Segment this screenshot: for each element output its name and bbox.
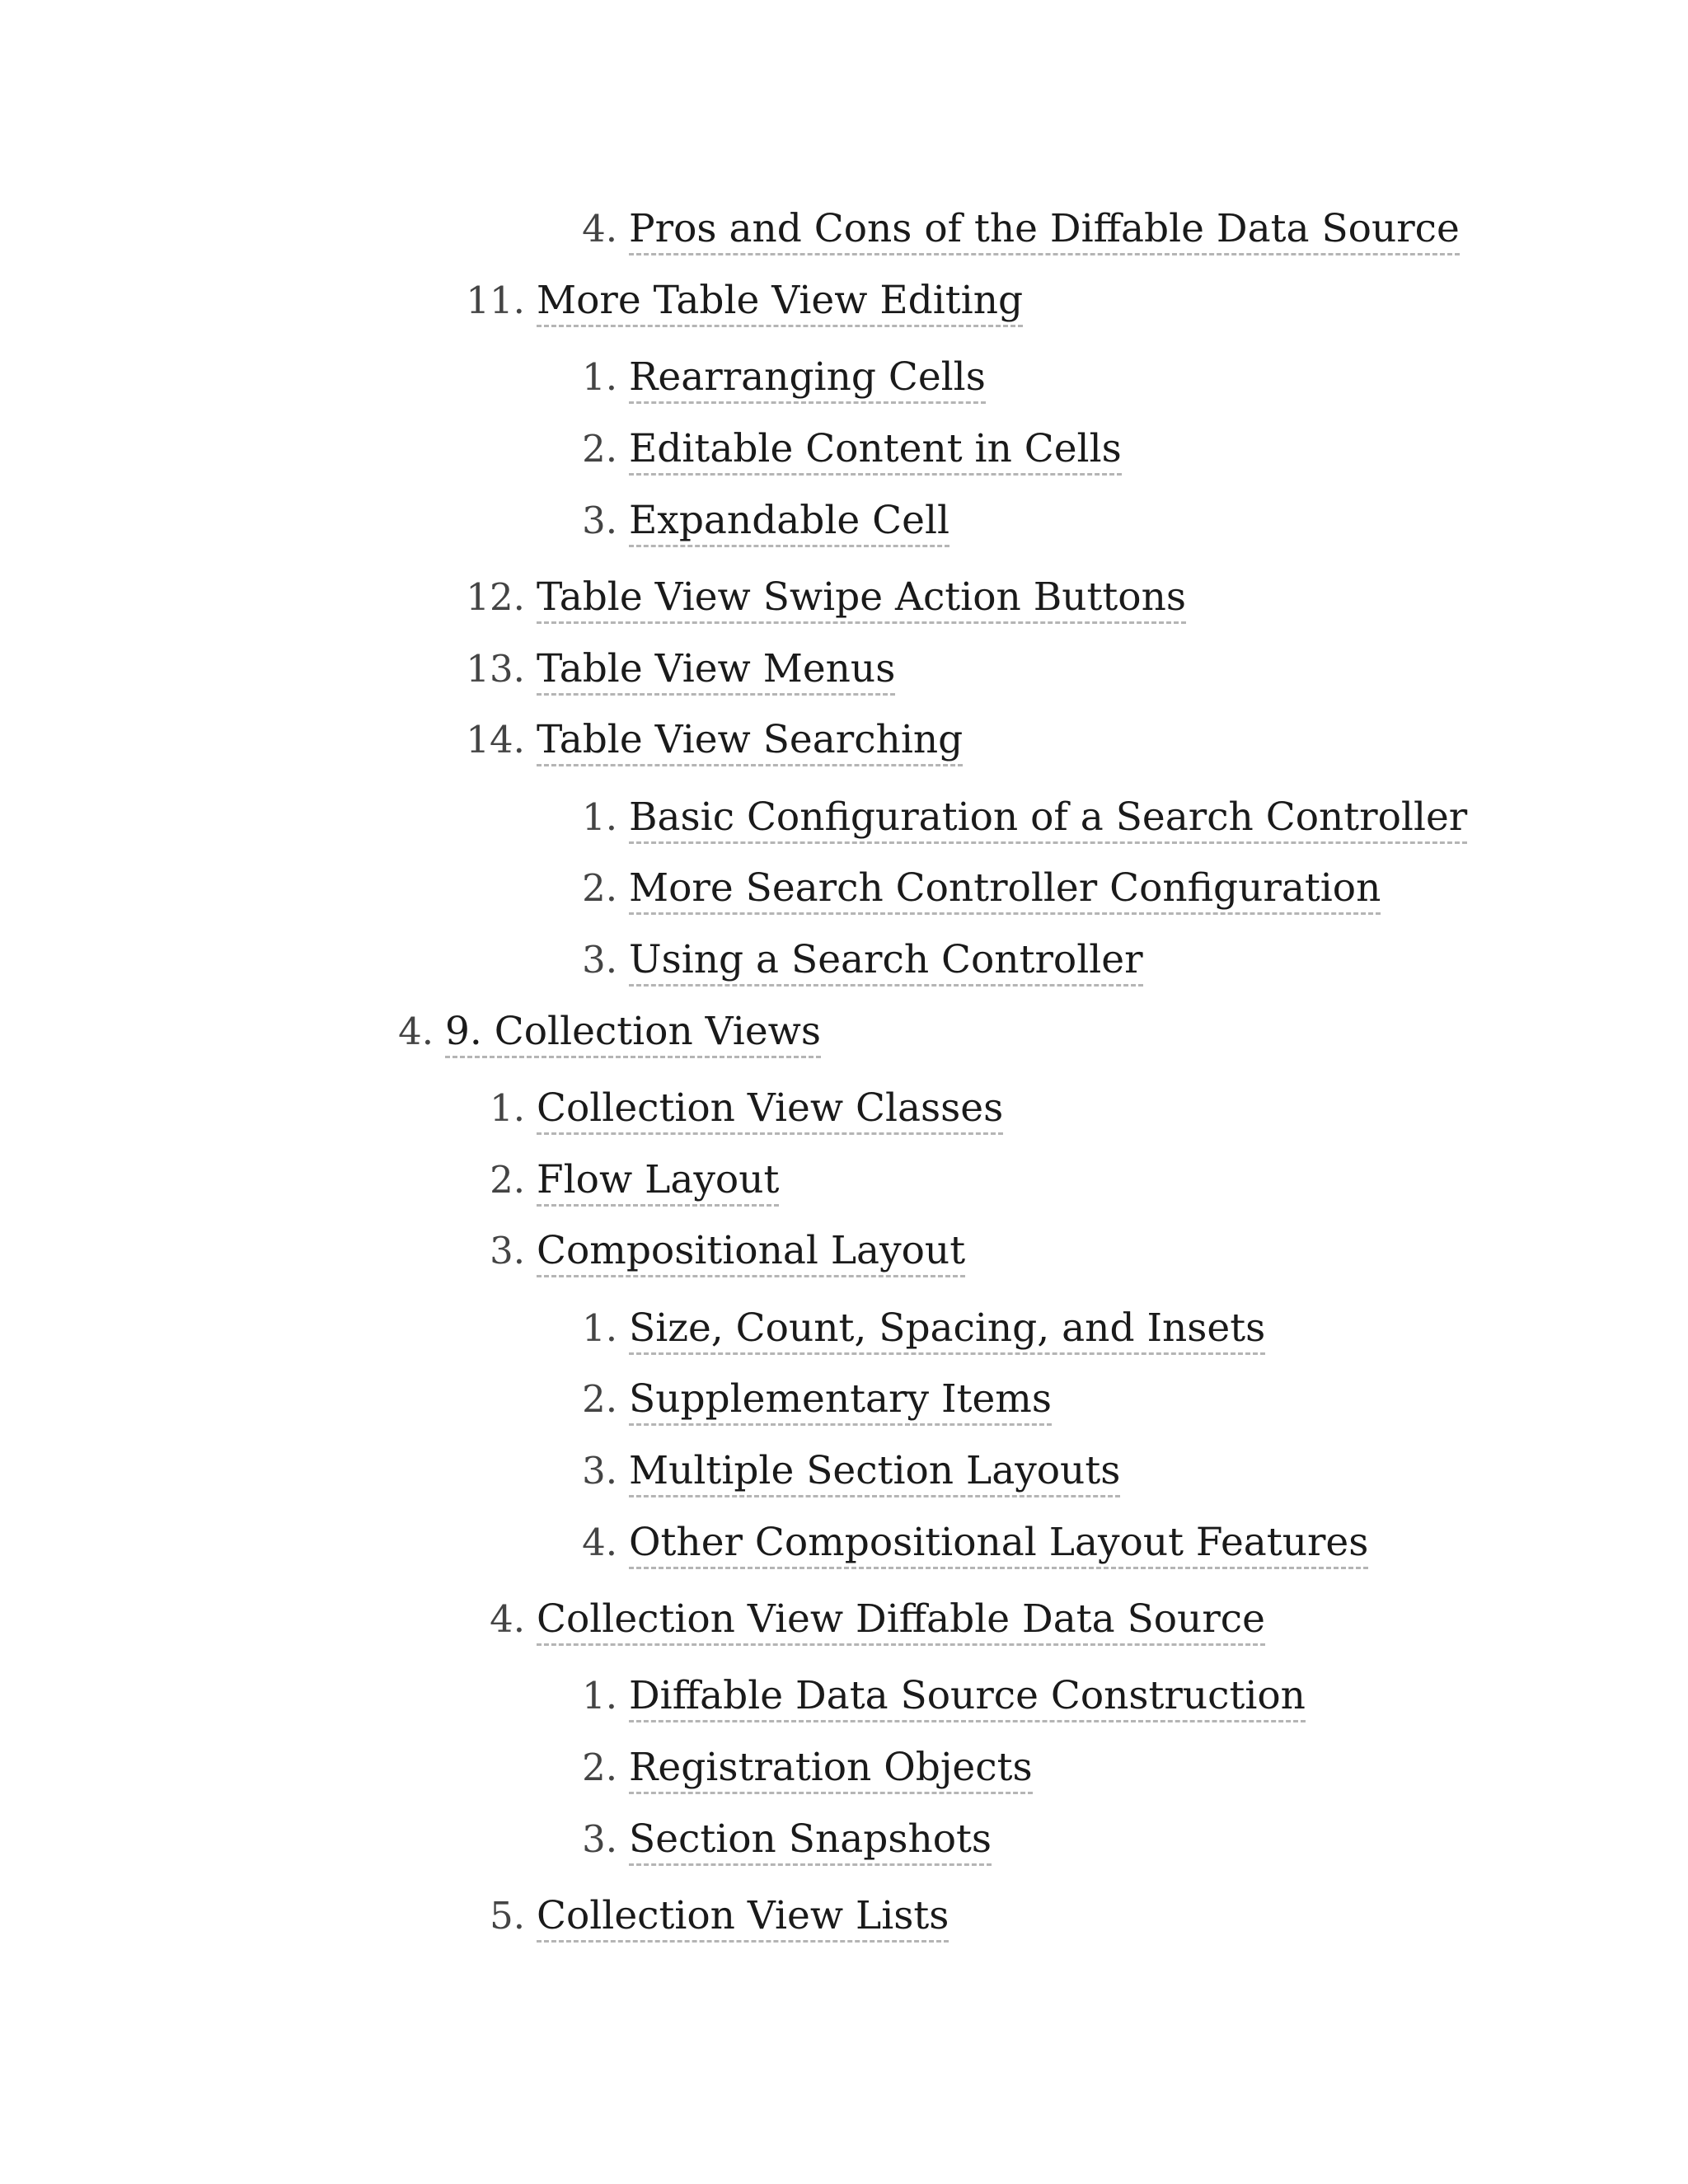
toc-entry-level-2: [466, 565, 1186, 630]
toc-entry-number: 4.: [582, 1521, 617, 1564]
toc-entry-level-1: [398, 999, 821, 1065]
toc-entry-link[interactable]: Collection View Lists: [537, 1893, 949, 1943]
toc-entry-number: 5.: [490, 1894, 525, 1938]
toc-entry-level-3: [582, 1735, 1033, 1801]
toc-entry-number: 12.: [466, 575, 525, 619]
toc-entry-link[interactable]: Using a Search Controller: [629, 937, 1143, 987]
toc-entry-level-2: [466, 268, 1024, 334]
toc-entry-link[interactable]: Rearranging Cells: [629, 354, 986, 404]
toc-entry-level-3: [582, 488, 950, 554]
toc-entry-link[interactable]: Basic Configuration of a Search Controller: [629, 794, 1467, 844]
toc-entry-level-3: [582, 855, 1381, 921]
toc-entry-link[interactable]: 9. Collection Views: [445, 1009, 821, 1058]
toc-entry-level-3: [582, 1366, 1052, 1432]
toc-entry-level-2: [490, 1586, 1265, 1652]
toc-entry-level-3: [582, 344, 986, 410]
toc-entry-level-3: [582, 1510, 1369, 1576]
toc-entry-level-2: [490, 1218, 966, 1284]
toc-entry-number: 1.: [582, 795, 617, 839]
toc-entry-link[interactable]: Compositional Layout: [537, 1228, 965, 1277]
toc-entry-number: 13.: [466, 647, 525, 691]
toc-entry-level-2: [466, 636, 896, 702]
toc-entry-number: 3.: [582, 1449, 617, 1493]
toc-entry-link[interactable]: Collection View Classes: [537, 1085, 1003, 1135]
toc-entry-level-3: [582, 1296, 1266, 1361]
toc-entry-level-3: [582, 927, 1143, 993]
toc-entry-number: 1.: [582, 1674, 617, 1718]
toc-entry-link[interactable]: Editable Content in Cells: [629, 426, 1122, 476]
toc-entry-number: 2.: [582, 866, 617, 910]
toc-entry-number: 14.: [466, 718, 525, 762]
toc-entry-link[interactable]: Pros and Cons of the Diffable Data Source: [629, 206, 1460, 255]
toc-entry-number: 3.: [582, 938, 617, 982]
toc-entry-level-3: [582, 1663, 1306, 1729]
toc-entry-number: 1.: [490, 1086, 525, 1130]
toc-entry-link[interactable]: Table View Swipe Action Buttons: [537, 574, 1186, 624]
toc-entry-level-3: [582, 416, 1122, 482]
toc-entry-link[interactable]: Section Snapshots: [629, 1816, 992, 1866]
toc-entry-link[interactable]: More Search Controller Configuration: [629, 865, 1381, 915]
toc-entry-number: 2.: [490, 1158, 525, 1202]
toc-entry-link[interactable]: Multiple Section Layouts: [629, 1448, 1120, 1497]
toc-entry-number: 4.: [398, 1010, 434, 1053]
toc-entry-link[interactable]: Collection View Diffable Data Source: [537, 1596, 1265, 1646]
toc-entry-number: 2.: [582, 1377, 617, 1421]
toc-entry-level-3: [582, 196, 1460, 262]
toc-entry-link[interactable]: Diffable Data Source Construction: [629, 1673, 1306, 1722]
toc-entry-link[interactable]: Registration Objects: [629, 1745, 1033, 1794]
toc-entry-level-3: [582, 1807, 992, 1872]
toc-entry-link[interactable]: Table View Searching: [537, 717, 963, 766]
toc-entry-level-2: [490, 1883, 950, 1949]
toc-entry-number: 4.: [490, 1597, 525, 1641]
toc-entry-number: 4.: [582, 207, 617, 251]
toc-entry-number: 2.: [582, 427, 617, 471]
toc-entry-level-3: [582, 1438, 1121, 1504]
toc-entry-number: 3.: [490, 1229, 525, 1272]
toc-entry-number: 2.: [582, 1746, 617, 1789]
toc-entry-number: 1.: [582, 1306, 617, 1350]
toc-entry-level-2: [466, 707, 964, 773]
toc-entry-level-2: [490, 1076, 1004, 1141]
toc-entry-number: 1.: [582, 355, 617, 399]
toc-entry-number: 3.: [582, 499, 617, 542]
toc-entry-link[interactable]: Size, Count, Spacing, and Insets: [629, 1305, 1265, 1355]
toc-entry-level-3: [582, 785, 1468, 851]
toc-entry-level-2: [490, 1147, 780, 1213]
toc-entry-number: 3.: [582, 1817, 617, 1861]
toc-entry-link[interactable]: Flow Layout: [537, 1157, 779, 1207]
toc-entry-number: 11.: [466, 279, 525, 322]
toc-entry-link[interactable]: Expandable Cell: [629, 498, 950, 547]
toc-entry-link[interactable]: More Table View Editing: [537, 278, 1023, 327]
toc-entry-link[interactable]: Supplementary Items: [629, 1376, 1052, 1426]
toc-entry-link[interactable]: Table View Menus: [537, 646, 895, 696]
toc-entry-link[interactable]: Other Compositional Layout Features: [629, 1520, 1368, 1569]
